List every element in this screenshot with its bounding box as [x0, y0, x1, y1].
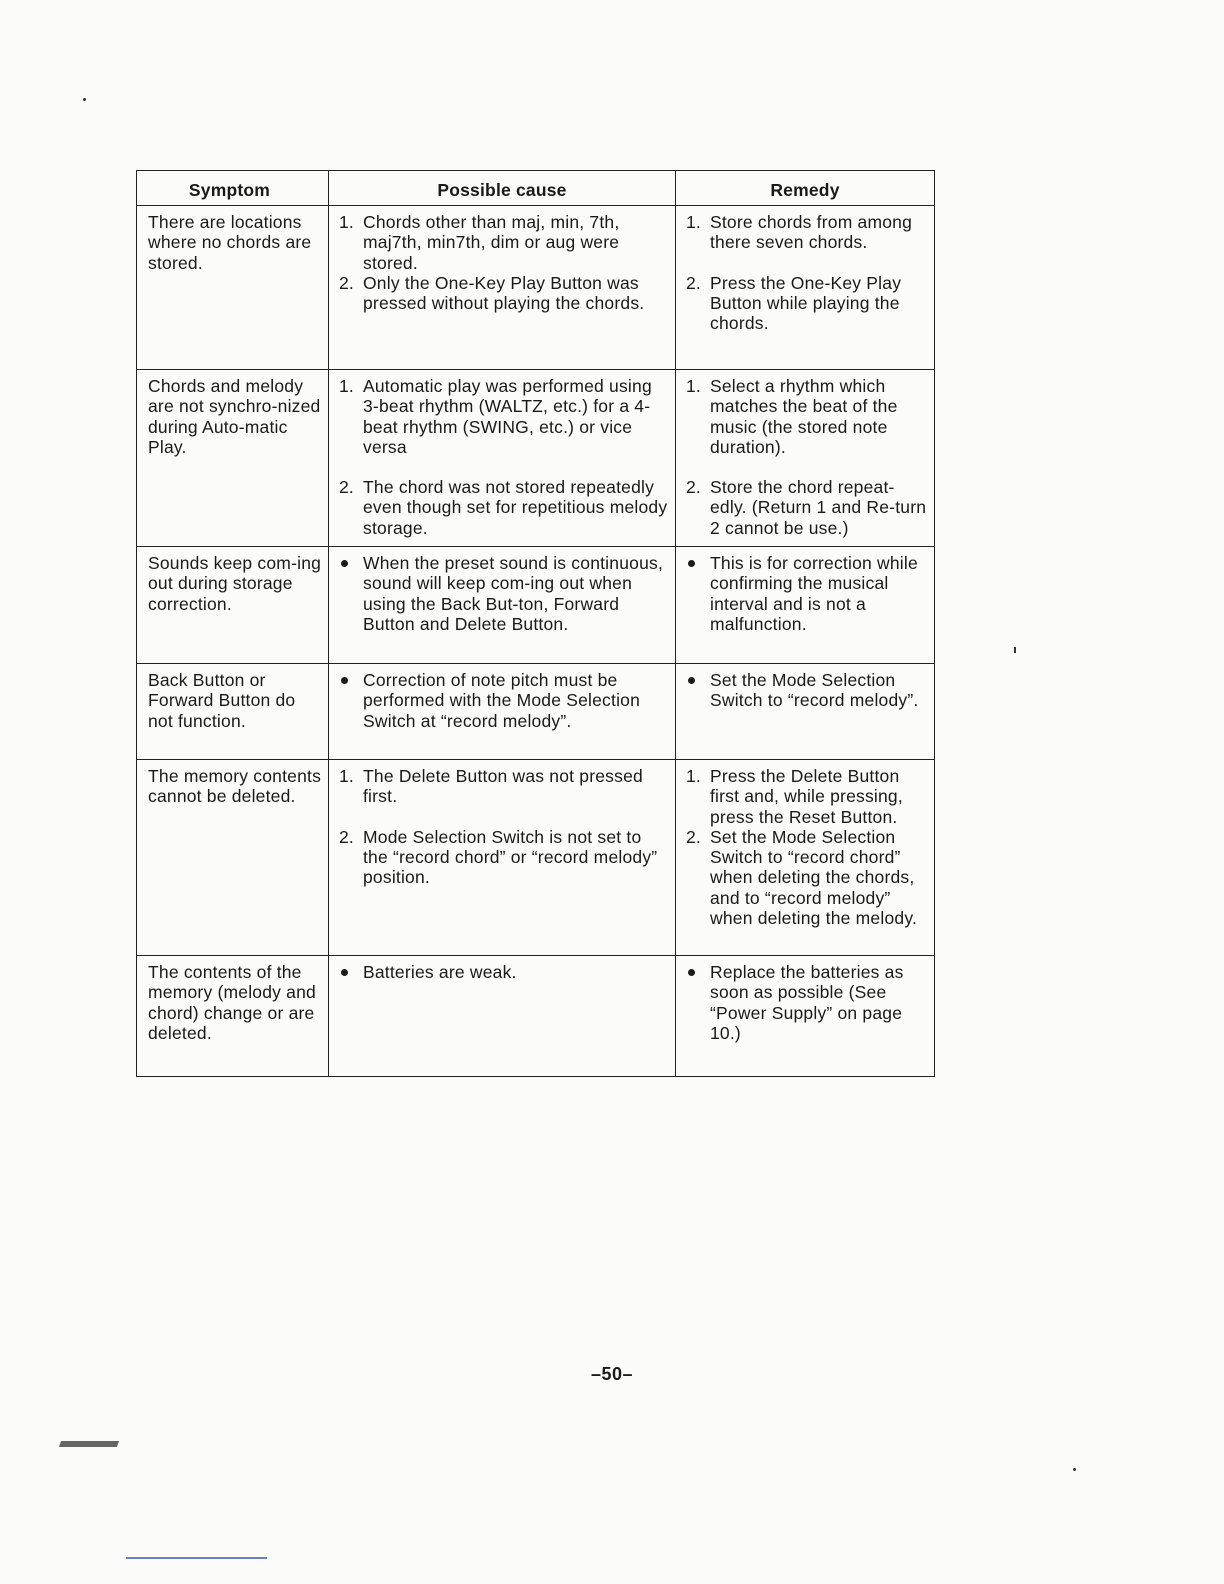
- item-text: When the preset sound is continuous, sound will keep com-ing out when using the Back But-ton, Forward Button and Delete Button.: [363, 553, 664, 634]
- item-marker: 1.: [686, 212, 701, 232]
- item-text: Store chords from among there seven chords.: [710, 212, 913, 253]
- cause-cell: [329, 760, 676, 956]
- cause-cell: [329, 206, 676, 370]
- scan-speck: [83, 98, 86, 101]
- table-header-row: [137, 171, 935, 206]
- item-text: The Delete Button was not pressed first.: [363, 766, 643, 807]
- item-text: Set the Mode Selection Switch to “record chord” when deleting the chords, and to “record melody” when deleting the melody.: [710, 826, 918, 929]
- cause-header: Possible cause: [329, 171, 676, 206]
- item-text: Correction of note pitch must be performed with the Mode Selection Switch at “record melody”.: [363, 670, 641, 731]
- item-marker: 1.: [339, 766, 354, 786]
- item-text: Batteries are weak.: [363, 962, 517, 982]
- list-item: [339, 376, 669, 457]
- bullet-dot: [341, 969, 348, 976]
- list-item: [686, 766, 928, 827]
- list-item: [339, 273, 669, 314]
- cause-cell: [329, 370, 676, 547]
- item-marker: 1.: [686, 766, 701, 786]
- item-marker: 1.: [339, 376, 354, 396]
- item-text: Automatic play was performed using 3-beat rhythm (WALTZ, etc.) for a 4-beat rhythm (SWING, etc.) or vice versa: [363, 376, 652, 457]
- symptom-cell: The contents of the memory (melody and chord) change or are deleted.: [137, 956, 329, 1077]
- troubleshooting-table: [136, 170, 935, 1077]
- footer-rule: [126, 1557, 267, 1559]
- remedy-cell: [676, 956, 935, 1077]
- list-item: [686, 827, 928, 928]
- list-item: [339, 212, 669, 273]
- item-text: Set the Mode Selection Switch to “record melody”.: [710, 670, 919, 711]
- symptom-header: Symptom: [137, 171, 329, 206]
- table-row: [137, 370, 935, 547]
- bullet-dot: [688, 677, 695, 684]
- item-text: Mode Selection Switch is not set to the “record chord” or “record melody” position.: [363, 826, 658, 888]
- cause-cell: [329, 664, 676, 760]
- item-text: Replace the batteries as soon as possible (See “Power Supply” on page 10.): [710, 962, 904, 1043]
- item-marker: 2.: [686, 477, 701, 498]
- table-row: [137, 956, 935, 1077]
- list-item: [686, 477, 928, 538]
- list-item: [686, 212, 928, 253]
- page-number: –50–: [590, 1364, 634, 1384]
- list-item: [686, 553, 928, 634]
- item-text: This is for correction while confirming the musical interval and is not a malfunction.: [710, 553, 918, 634]
- list-item: [339, 827, 669, 888]
- item-text: Store the chord repeat-edly. (Return 1 and Re-turn 2 cannot be use.): [710, 477, 927, 538]
- list-item: [686, 273, 928, 334]
- scan-speck: [1014, 647, 1016, 653]
- table-row: [137, 547, 935, 664]
- item-text: The chord was not stored repeatedly even though set for repetitious melody storage.: [363, 477, 668, 538]
- remedy-header: Remedy: [676, 171, 935, 206]
- remedy-cell: [676, 547, 935, 664]
- item-marker: 2.: [339, 272, 354, 293]
- table-row: [137, 760, 935, 956]
- symptom-cell: The memory contents cannot be deleted.: [137, 760, 329, 956]
- list-item: [686, 962, 928, 1043]
- symptom-cell: Back Button or Forward Button do not function.: [137, 664, 329, 760]
- bullet-dot: [341, 560, 348, 567]
- scan-speck: [1073, 1468, 1076, 1471]
- item-marker: 2.: [686, 272, 701, 293]
- item-marker: 2.: [339, 477, 354, 498]
- remedy-cell: [676, 664, 935, 760]
- cause-cell: [329, 547, 676, 664]
- list-item: [339, 553, 669, 634]
- item-text: Press the One-Key Play Button while playing the chords.: [710, 272, 902, 334]
- list-item: [686, 670, 928, 711]
- table-row: [137, 206, 935, 370]
- list-item: [339, 766, 669, 807]
- symptom-cell: Chords and melody are not synchro-nized during Auto-matic Play.: [137, 370, 329, 547]
- list-item: [339, 477, 669, 538]
- cause-cell: [329, 956, 676, 1077]
- item-marker: 2.: [339, 826, 354, 847]
- item-text: Select a rhythm which matches the beat of the music (the stored note duration).: [710, 376, 898, 457]
- item-text: Chords other than maj, min, 7th, maj7th, min7th, dim or aug were stored.: [363, 212, 620, 273]
- table-row: [137, 664, 935, 760]
- remedy-cell: [676, 370, 935, 547]
- scan-smudge: [59, 1441, 119, 1447]
- list-item: [686, 376, 928, 457]
- symptom-cell: Sounds keep com-ing out during storage correction.: [137, 547, 329, 664]
- bullet-dot: [688, 560, 695, 567]
- symptom-cell: There are locations where no chords are stored.: [137, 206, 329, 370]
- item-text: Press the Delete Button first and, while pressing, press the Reset Button.: [710, 766, 903, 827]
- item-marker: 2.: [686, 826, 701, 847]
- item-marker: 1.: [686, 376, 701, 396]
- item-text: Only the One-Key Play Button was pressed without playing the chords.: [363, 272, 645, 314]
- list-item: [339, 962, 669, 982]
- bullet-dot: [341, 677, 348, 684]
- remedy-cell: [676, 760, 935, 956]
- item-marker: 1.: [339, 212, 354, 232]
- list-item: [339, 670, 669, 731]
- bullet-dot: [688, 969, 695, 976]
- remedy-cell: [676, 206, 935, 370]
